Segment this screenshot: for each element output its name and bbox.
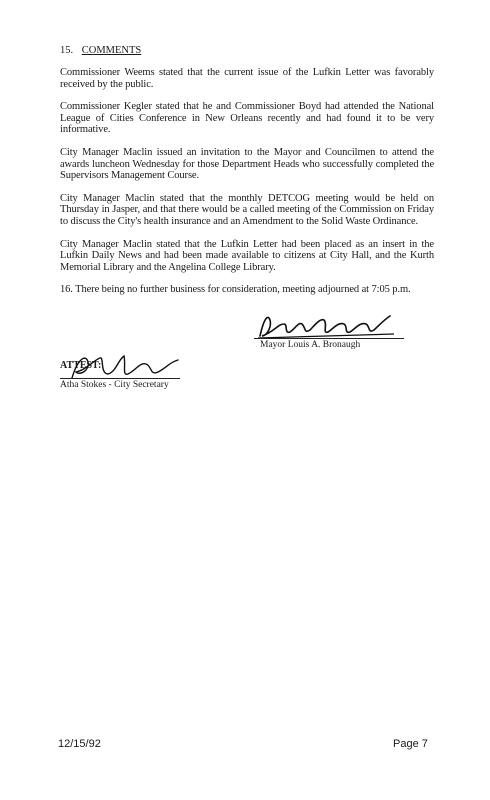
paragraph-kegler-comment: Commissioner Kegler stated that he and Commissioner Boyd had attended the National League of Cities Conference in New Orleans recently and had found it to be very informative. <box>60 101 434 136</box>
mayor-signature-line <box>254 338 404 339</box>
mayor-name: Mayor Louis A. Bronaugh <box>260 340 361 350</box>
section-heading <box>60 44 434 57</box>
section-number: 15. <box>60 45 74 56</box>
secretary-signature-line <box>60 378 180 379</box>
paragraph-adjournment: 16. There being no further business for consideration, meeting adjourned at 7:05 p.m. <box>60 284 411 296</box>
document-body <box>60 44 434 307</box>
paragraph-detcog-meeting: City Manager Maclin stated that the monthly DETCOG meeting would be held on Thursday in Jasper, and that there would be a called meeting of the Commission on Friday to discuss the City's health insurance and an Amendment to the Solid Waste Ordinance. <box>60 192 434 227</box>
mayor-signature-block <box>254 310 434 350</box>
paragraph-lufkin-letter: City Manager Maclin stated that the Lufkin Letter had been placed as an insert in the Lufkin Daily News and had been made available to citizens at City Hall, and the Kurth Memorial Library and the Angelina College Library. <box>60 238 434 273</box>
attest-label: ATTEST: <box>60 360 102 371</box>
paragraph-weems-comment: Commissioner Weems stated that the current issue of the Lufkin Letter was favorably received by the public. <box>60 67 434 90</box>
attest-signature-block <box>60 352 200 402</box>
section-title: COMMENTS <box>81 45 142 56</box>
paragraph-luncheon-invitation: City Manager Maclin issued an invitation to the Mayor and Councilmen to attend the awards luncheon Wednesday for those Department Heads who successfully completed the Supervisors Management Course. <box>60 146 434 182</box>
footer-date: 12/15/92 <box>58 738 101 750</box>
secretary-name: Atha Stokes - City Secretary <box>60 380 169 390</box>
footer-page-number: Page 7 <box>393 738 428 750</box>
